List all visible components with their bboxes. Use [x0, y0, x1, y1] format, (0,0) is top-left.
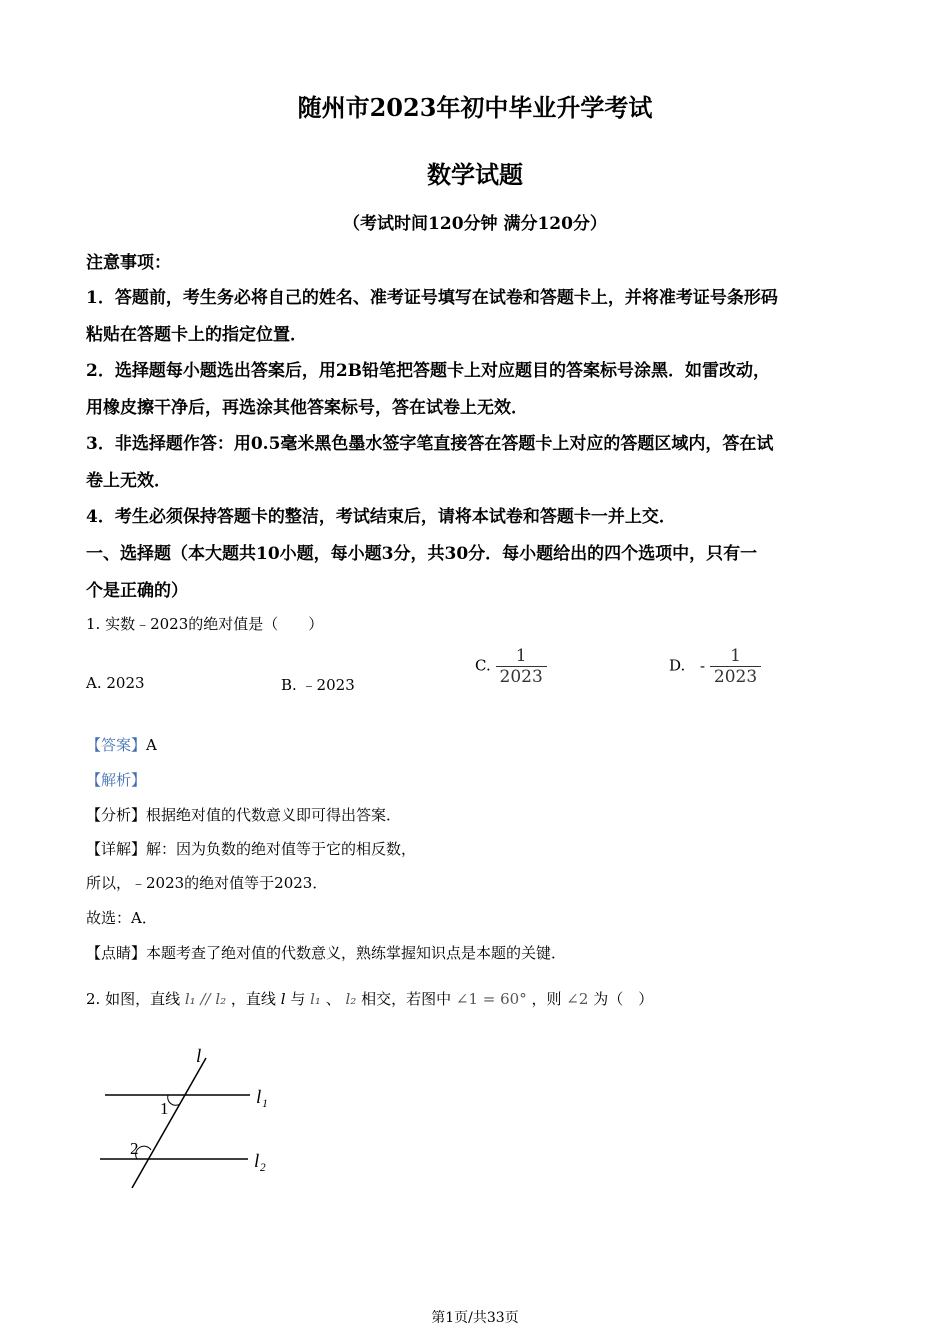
q2-text: ，直线 — [230, 990, 276, 1008]
q1-so-line: 所以，﹣2023的绝对值等于2023． — [86, 874, 328, 892]
exam-title: 随州市2023年初中毕业升学考试 — [297, 93, 653, 122]
dianjing-text: 本题考查了绝对值的代数意义，熟练掌握知识点是本题的关键． — [146, 944, 567, 962]
q2-text: 相交，若图中 — [361, 990, 452, 1008]
xiangjie-text: 解：因为负数的绝对值等于它的相反数， — [146, 840, 417, 858]
notice-line: 2．选择题每小题选出答案后，用2B铅笔把答题卡上对应题目的答案标号涂黑．如雷改动， — [86, 361, 771, 381]
q2-math-l2: l₂ — [345, 990, 357, 1008]
notice-line: 用橡皮擦干净后，再选涂其他答案标号，答在试卷上无效． — [86, 398, 528, 418]
fenxi-tag: 【分析】 — [86, 806, 147, 824]
label-angle1: 1 — [160, 1099, 169, 1118]
q1-choose-line: 故选：A． — [86, 909, 157, 927]
q1-option-d — [669, 646, 761, 687]
answer-tag: 【答案】 — [86, 736, 147, 754]
q2-math-l1: l₁ — [310, 990, 321, 1008]
fraction-denominator: 2023 — [496, 666, 547, 687]
section-heading: 一、选择题（本大题共10小题，每小题3分，共30分．每小题给出的四个选项中，只有一 — [86, 544, 758, 564]
q2-text: 与 — [290, 990, 306, 1008]
q1-stem: 1. 实数﹣2023的绝对值是（ ） — [86, 615, 324, 633]
q2-math-angle1: ∠1 = 60° — [455, 990, 527, 1008]
answer-value: A — [146, 736, 157, 754]
notice-line: 粘贴在答题卡上的指定位置． — [86, 325, 307, 345]
exam-info: （考试时间120分钟 满分120分） — [343, 214, 607, 234]
q1-option-b: B. ﹣2023 — [281, 676, 355, 694]
q1-option-d-fraction — [710, 646, 761, 687]
subject-title: 数学试题 — [427, 160, 523, 189]
label-l: l — [196, 1046, 202, 1067]
label-l1: l₁ — [256, 1087, 268, 1108]
q1-answer — [86, 734, 157, 755]
section-heading-cont: 个是正确的） — [86, 581, 188, 601]
q2-stem — [86, 988, 653, 1009]
page-footer: 第1页/共33页 — [431, 1310, 519, 1326]
q1-option-c — [475, 646, 547, 687]
fraction-denominator: 2023 — [710, 666, 761, 687]
notice-heading: 注意事项： — [86, 253, 171, 273]
q2-text: 、 — [325, 990, 341, 1008]
label-angle2: 2 — [130, 1139, 139, 1158]
fraction-numerator: 1 — [515, 646, 527, 666]
q2-math-parallel: l₁ // l₂ — [184, 990, 227, 1008]
q1-option-c-fraction — [496, 646, 547, 687]
line-l — [132, 1058, 206, 1188]
notice-line: 1．答题前，考生务必将自己的姓名、准考证号填写在试卷和答题卡上，并将准考证号条形码 — [86, 288, 778, 308]
q2-text: 为（ ） — [593, 990, 654, 1008]
notice-line: 3．非选择题作答：用0.5毫米黑色墨水签字笔直接答在答题卡上对应的答题区域内，答在试 — [86, 434, 774, 454]
q1-dianjing — [86, 942, 566, 963]
q1-option-d-sign: - — [700, 656, 706, 675]
xiangjie-tag: 【详解】 — [86, 840, 147, 858]
notice-line: 4．考生必须保持答题卡的整洁，考试结束后，请将本试卷和答题卡一并上交． — [86, 507, 676, 527]
analysis-tag: 【解析】 — [86, 771, 147, 789]
q2-text: 2. 如图，直线 — [86, 990, 181, 1008]
label-l2: l₂ — [254, 1151, 266, 1172]
q1-xiangjie — [86, 838, 416, 859]
q2-text: ，则 — [531, 990, 562, 1008]
fenxi-text: 根据绝对值的代数意义即可得出答案． — [146, 806, 402, 824]
q2-figure — [90, 1040, 290, 1200]
q1-option-d-prefix: D. — [669, 656, 686, 675]
q2-math-angle2: ∠2 — [566, 990, 589, 1008]
dianjing-tag: 【点睛】 — [86, 944, 147, 962]
q1-fenxi — [86, 804, 401, 825]
q1-option-c-prefix: C. — [475, 656, 491, 675]
angle1-arc — [168, 1095, 180, 1105]
q1-option-a: A. 2023 — [86, 674, 145, 692]
notice-line: 卷上无效． — [86, 471, 171, 491]
fraction-numerator: 1 — [730, 646, 741, 666]
q2-math-line-l: l — [280, 990, 286, 1008]
